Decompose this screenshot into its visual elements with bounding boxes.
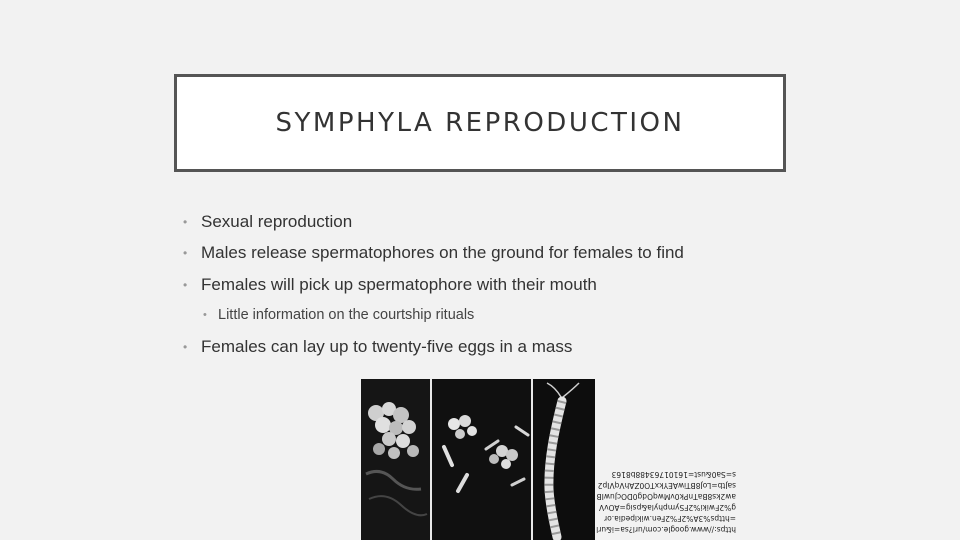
- bullet-text: Sexual reproduction: [201, 212, 353, 231]
- slide-title: SYMPHYLA REPRODUCTION: [275, 108, 685, 138]
- sub-bullet-item: [203, 307, 474, 323]
- bullet-text: Little information on the courtship rituals: [218, 307, 475, 323]
- larvae-image: [432, 379, 531, 540]
- adult-symphylan-image: [533, 379, 595, 540]
- adult-panel: [533, 379, 595, 540]
- bullet-text: Females can lay up to twenty-five eggs in a mass: [201, 337, 573, 356]
- bullet-text: Females will pick up spermatophore with their mouth: [201, 275, 597, 294]
- bullet-dot: •: [183, 340, 188, 354]
- bullet-item: [183, 212, 352, 232]
- bullet-dot: •: [203, 309, 207, 321]
- bullet-dot: •: [183, 246, 188, 260]
- eggs-panel: [361, 379, 430, 540]
- eggs-cluster-image: [361, 379, 430, 540]
- bullet-item: [183, 275, 597, 295]
- symphyla-photo: [361, 379, 595, 540]
- bullet-text: Males release spermatophores on the ground for females to find: [201, 243, 684, 262]
- image-source-caption: https://www.google.com/url?sa=i&url=https%3A%2F%2Fen.wikipedia.org%2Fwiki%2FSymphyla&psig=AOvVaw2ks8BaTnPk0vMwqOdg0DOcJuwIBsaJtb=LoJ8BTiwAEYkxTO0ZAhVqVIp2s=Sa0&ust=16101763488b8163: [596, 470, 736, 534]
- larvae-panel: [432, 379, 531, 540]
- bullet-dot: •: [183, 215, 188, 229]
- bullet-item: [183, 243, 684, 263]
- bullet-item: [183, 337, 572, 357]
- bullet-dot: •: [183, 278, 188, 292]
